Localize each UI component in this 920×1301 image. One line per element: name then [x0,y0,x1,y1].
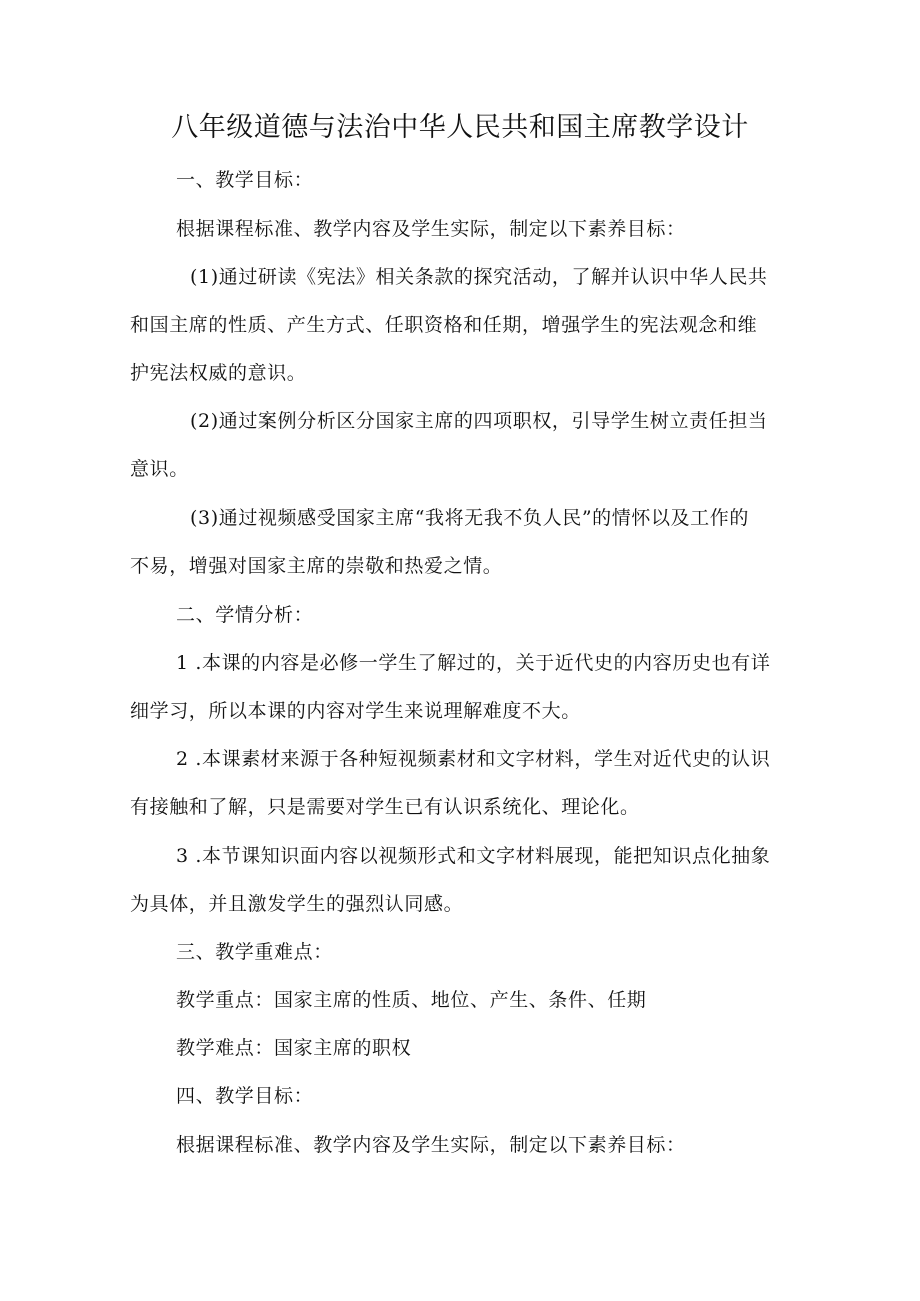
section3-heading: 三、教学重难点： [176,941,333,963]
goal1-line2: 和国主席的性质、产生方式、任职资格和任期，增强学生的宪法观念和维 [130,314,758,336]
analysis-item1-line1: 1 .本课的内容是必修一学生了解过的，关于近代史的内容历史也有详 [176,652,771,674]
goal2-line1: (2)通过案例分析区分国家主席的四项职权，引导学生树立责任担当 [190,410,768,432]
analysis-item2-line1: 2 .本课素材来源于各种短视频素材和文字材料，学生对近代史的认识 [176,748,771,770]
section1-heading: 一、教学目标： [176,169,314,191]
section4-heading: 四、教学目标： [176,1085,314,1107]
document-title: 八年级道德与法治中华人民共和国主席教学设计 [171,112,749,143]
goal3-line1: (3)通过视频感受国家主席“我将无我不负人民”的情怀以及工作的 [190,507,749,529]
analysis-item3-line2: 为具体，并且激发学生的强烈认同感。 [130,893,464,915]
analysis-item3-line1: 3 .本节课知识面内容以视频形式和文字材料展现，能把知识点化抽象 [176,845,771,867]
section4-intro: 根据课程标准、教学内容及学生实际，制定以下素养目标： [176,1134,686,1156]
goal3-line2: 不易，增强对国家主席的崇敬和热爱之情。 [130,555,503,577]
section1-intro: 根据课程标准、教学内容及学生实际，制定以下素养目标： [176,218,686,240]
section2-heading: 二、学情分析： [176,604,314,626]
goal1-line1: (1)通过研读《宪法》相关条款的探究活动，了解并认识中华人民共 [190,266,768,288]
goal1-line3: 护宪法权威的意识。 [130,362,307,384]
difficult-points: 教学难点：国家主席的职权 [176,1037,412,1059]
goal2-line2: 意识。 [130,458,189,480]
key-points: 教学重点：国家主席的性质、地位、产生、条件、任期 [176,989,647,1011]
analysis-item1-line2: 细学习，所以本课的内容对学生来说理解难度不大。 [130,700,581,722]
analysis-item2-line2: 有接触和了解，只是需要对学生已有认识系统化、理论化。 [130,796,640,818]
